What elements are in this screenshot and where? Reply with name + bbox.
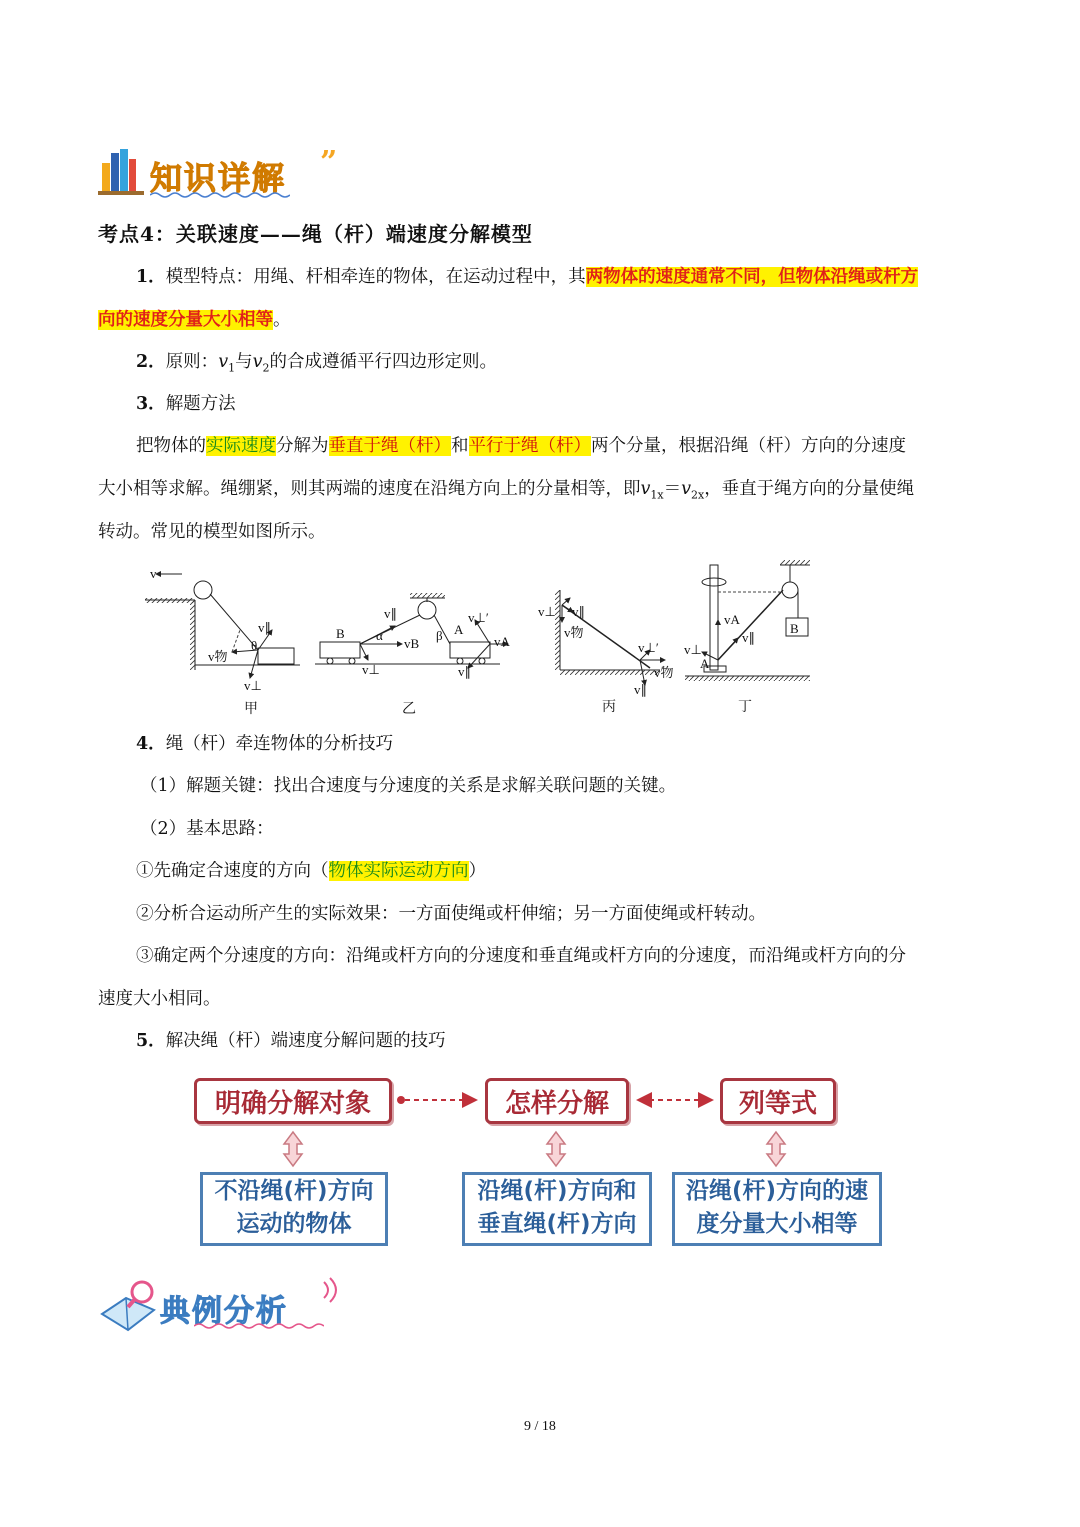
s2-line <box>136 350 497 381</box>
flow-bottom-1-line1: 不沿绳(杆)方向 <box>214 1178 374 1204</box>
flow-box-object: 明确分解对象 <box>194 1078 392 1124</box>
book-magnifier-icon <box>98 1276 160 1332</box>
s1-label: 模型特点： <box>165 267 254 287</box>
s2-mid: 与 <box>235 352 253 372</box>
bing-label-vpar: v∥ <box>572 604 585 619</box>
bing-label-vperp: v⊥ <box>538 604 556 619</box>
caption-ding: 丁 <box>738 700 752 715</box>
s1-line2 <box>98 308 291 332</box>
eq-v1: v <box>640 479 651 499</box>
updown-arrow-1 <box>284 1132 302 1166</box>
s5-num: 5． <box>136 1031 166 1051</box>
s1-end: 。 <box>273 310 291 330</box>
yi-label-A: A <box>454 622 464 637</box>
s2-label: 原则： <box>165 352 219 372</box>
banner-title-top: 知识详解 <box>150 159 287 197</box>
s4-line1: （1）解题关键：找出合速度与分速度的关系是求解关联问题的关键。 <box>140 776 677 796</box>
dot-left <box>397 1096 405 1104</box>
wavy-underline-bottom <box>194 1322 324 1330</box>
s4-label: 绳（杆）牵连物体的分析技巧 <box>165 734 394 754</box>
jia-label-v: v <box>150 566 157 581</box>
yi-label-alpha: α <box>376 628 383 643</box>
updown-arrow-2 <box>547 1132 565 1166</box>
bing-label-vobj: v物 <box>564 625 584 640</box>
s4-l3b: ） <box>468 861 486 881</box>
jia-label-vperp: v⊥ <box>244 678 262 693</box>
s3-p2b: ，垂直于绳方向的分量使绳 <box>704 479 915 499</box>
yi-label-vpar-r: v∥ <box>458 664 471 679</box>
s4-line4: ②分析合运动所产生的实际效果：一方面使绳或杆伸缩；另一方面使绳或杆转动。 <box>136 904 766 924</box>
s5-label: 解决绳（杆）端速度分解问题的技巧 <box>165 1031 446 1051</box>
page-number: 9 / 18 <box>524 1419 556 1434</box>
yi-label-B: B <box>336 626 345 641</box>
flow-bottom-2 <box>462 1172 652 1246</box>
eq-s2: 2x <box>690 488 705 502</box>
banner-title-bottom: 典例分析 <box>160 1294 288 1329</box>
flow-bottom-2-line2: 垂直绳(杆)方向 <box>477 1211 637 1237</box>
yi-label-vB: vB <box>404 636 420 651</box>
s3-p1d: 两个分量，根据沿绳（杆）方向的分速度 <box>591 436 906 456</box>
ding-label-vA: vA <box>724 612 740 627</box>
yi-label-vperp-l: v⊥ <box>362 662 380 677</box>
hl-perpendicular: 垂直于绳（杆） <box>328 436 451 456</box>
s3-num: 3． <box>136 394 166 414</box>
yi-label-vperp-r: v⊥′ <box>468 610 489 625</box>
flow-bottom-2-line1: 沿绳(杆)方向和 <box>477 1178 637 1204</box>
s1-highlight-2: 向的速度分量大小相等 <box>98 310 273 330</box>
bing-label-vperp2: v⊥′ <box>638 640 659 655</box>
model-figures <box>140 560 820 720</box>
s5-title <box>136 1029 446 1053</box>
s3-label: 解题方法 <box>165 394 236 414</box>
yi-label-beta: β <box>436 628 443 643</box>
s3-para-line1 <box>136 434 906 458</box>
flow-box-equation: 列等式 <box>720 1078 836 1124</box>
wavy-underline <box>150 191 290 199</box>
hl-actual-motion: 物体实际运动方向 <box>328 861 469 881</box>
figures-svg <box>140 560 820 720</box>
sound-waves-icon <box>320 1276 346 1306</box>
flow-box-how: 怎样分解 <box>485 1078 629 1124</box>
s3-para-line2 <box>98 477 914 508</box>
jia-label-vpar: v∥ <box>258 620 271 635</box>
ding-label-vpar: v∥ <box>742 630 755 645</box>
s2-num: 2． <box>136 352 166 372</box>
example-banner <box>98 1276 358 1336</box>
hl-parallel: 平行于绳（杆） <box>468 436 591 456</box>
ding-label-B: B <box>790 621 799 636</box>
s4-line6: 速度大小相同。 <box>98 989 221 1009</box>
s2-sub1: 1 <box>228 361 236 375</box>
flow-bottom-3-line1: 沿绳(杆)方向的速 <box>685 1178 869 1204</box>
section-heading: 考点4：关联速度——绳（杆）端速度分解模型 <box>98 222 533 246</box>
s4-num: 4． <box>136 734 166 754</box>
caption-bing: 丙 <box>602 700 616 715</box>
jia-label-theta: θ <box>251 638 258 653</box>
bing-label-vobj2: v物 <box>654 665 674 680</box>
banner-quote-mark: ” <box>320 145 338 180</box>
ding-label-vperp: v⊥ <box>684 642 702 657</box>
s4-line2: （2）基本思路： <box>140 819 274 839</box>
updown-arrow-3 <box>767 1132 785 1166</box>
yi-label-vA: vA <box>494 634 510 649</box>
caption-yi: 乙 <box>402 702 416 717</box>
eq-v2: v <box>681 479 691 499</box>
bing-label-vpar2: v∥ <box>634 682 647 697</box>
s3-p2a: 大小相等求解。绳绷紧，则其两端的速度在沿绳方向上的分量相等，即 <box>98 479 641 499</box>
s1-line1 <box>136 265 918 289</box>
jia-label-vobj: v物 <box>208 649 228 664</box>
yi-label-vpar-l: v∥ <box>384 606 397 621</box>
s2-v1: v <box>218 352 229 372</box>
s3-title <box>136 392 236 416</box>
books-icon <box>98 145 150 195</box>
flow-bottom-1 <box>200 1172 388 1246</box>
eq-equals: ＝ <box>663 479 682 499</box>
s4-line3 <box>136 859 486 883</box>
s1-highlight-1: 两物体的速度通常不同，但物体沿绳或杆方 <box>585 267 919 287</box>
s2-text: 的合成遵循平行四边形定则。 <box>269 352 497 372</box>
s2-v2: v <box>252 352 263 372</box>
s3-p1c: 和 <box>451 436 469 456</box>
flow-bottom-1-line2: 运动的物体 <box>236 1211 352 1237</box>
s4-title <box>136 732 393 756</box>
flow-bottom-3-line2: 度分量大小相等 <box>696 1211 858 1237</box>
s3-p1b: 分解为 <box>276 436 329 456</box>
ding-label-A: A <box>700 656 710 671</box>
hl-actual-velocity: 实际速度 <box>206 436 276 456</box>
s4-line5: ③确定两个分速度的方向：沿绳或杆方向的分速度和垂直绳或杆方向的分速度，而沿绳或杆方向的分 <box>136 946 906 966</box>
s1-text: 用绳、杆相牵连的物体，在运动过程中，其 <box>253 267 586 287</box>
flow-bottom-3 <box>672 1172 882 1246</box>
s4-l3a: ①先确定合速度的方向（ <box>136 861 329 881</box>
s1-num: 1． <box>136 267 166 287</box>
s2-sub2: 2 <box>262 361 270 375</box>
knowledge-banner <box>98 145 348 197</box>
eq-s1: 1x <box>650 488 664 502</box>
caption-jia: 甲 <box>244 702 258 717</box>
s3-para-line3: 转动。常见的模型如图所示。 <box>98 522 326 542</box>
s3-p1a: 把物体的 <box>136 436 206 456</box>
